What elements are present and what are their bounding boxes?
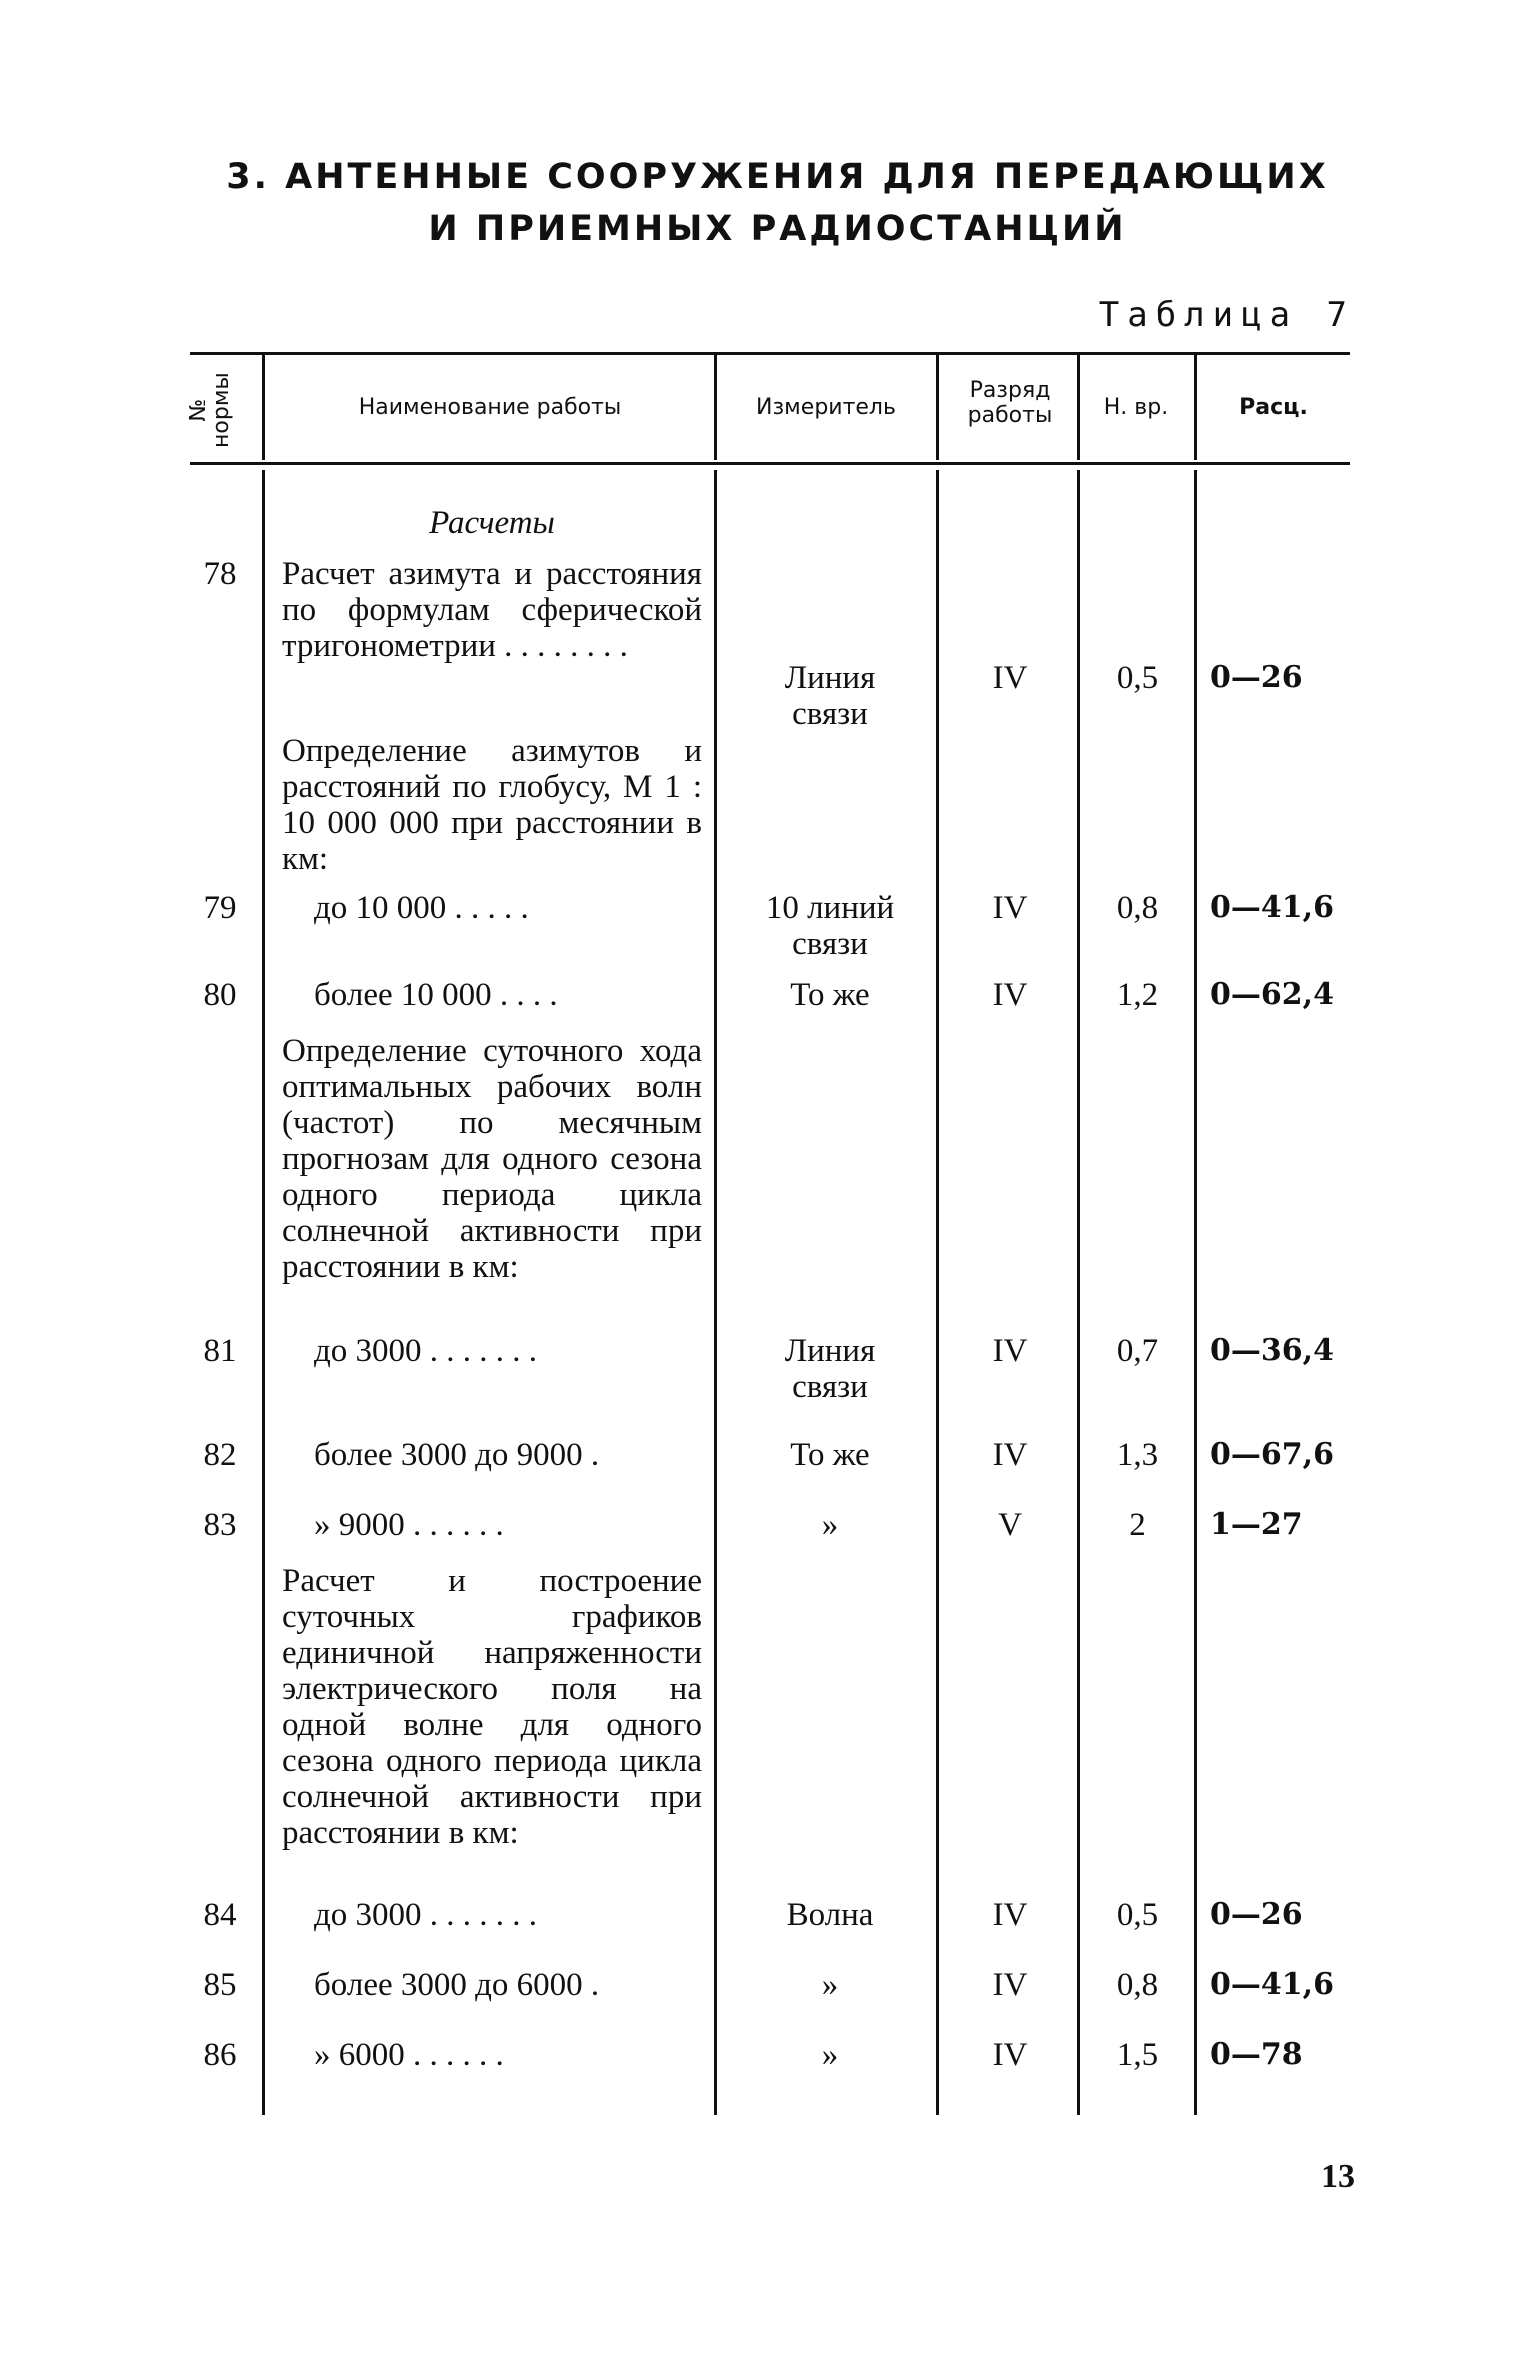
table-label: Таблица 7 — [1098, 295, 1355, 335]
row-time: 0,8 — [1116, 1967, 1159, 2003]
column-divider — [1077, 470, 1080, 2115]
header-divider — [936, 355, 939, 460]
header-rate: Расц. — [1239, 395, 1308, 420]
header-grade: Разряд работы — [967, 378, 1053, 429]
header-divider — [714, 355, 717, 460]
row-time: 1,3 — [1116, 1437, 1159, 1473]
row-grade: IV — [992, 660, 1028, 696]
row-grade: IV — [992, 1333, 1028, 1369]
row-number: 83 — [203, 1507, 237, 1543]
row-grade: IV — [992, 1897, 1028, 1933]
row-rate: 0—41,6 — [1210, 890, 1334, 925]
row-rate: 0—62,4 — [1210, 977, 1334, 1012]
column-divider — [936, 470, 939, 2115]
row-grade: IV — [992, 1437, 1028, 1473]
group-heading: Определение азимутов и расстояний по глобусу, М 1 : 10 000 000 при расстоянии в км: — [282, 733, 702, 877]
row-number: 86 — [203, 2037, 237, 2073]
row-name: более 10 000 . . . . — [314, 977, 558, 1013]
row-grade: IV — [992, 2037, 1028, 2073]
row-time: 0,7 — [1116, 1333, 1159, 1369]
row-time: 0,8 — [1116, 890, 1159, 926]
row-time: 1,2 — [1116, 977, 1159, 1013]
page-number: 13 — [1321, 2158, 1355, 2195]
row-rate: 0—67,6 — [1210, 1437, 1334, 1472]
row-measure: Линия связи — [784, 1333, 876, 1405]
row-measure: Волна — [786, 1897, 874, 1933]
header-time: Н. вр. — [1103, 395, 1169, 420]
row-name: до 3000 . . . . . . . — [314, 1333, 538, 1369]
row-rate: 1—27 — [1210, 1507, 1303, 1542]
header-divider — [262, 355, 265, 460]
column-divider — [1194, 470, 1197, 2115]
row-rate: 0—26 — [1210, 660, 1303, 695]
header-number: № нормы — [185, 372, 234, 448]
row-name: » 9000 . . . . . . — [314, 1507, 504, 1543]
row-name: до 10 000 . . . . . — [314, 890, 529, 926]
row-time: 1,5 — [1116, 2037, 1159, 2073]
row-measure: » — [821, 2037, 839, 2073]
row-rate: 0—26 — [1210, 1897, 1303, 1932]
row-measure: То же — [790, 977, 870, 1013]
row-rate: 0—36,4 — [1210, 1333, 1334, 1368]
row-measure: » — [821, 1967, 839, 2003]
row-grade: IV — [992, 890, 1028, 926]
page-subtitle: И ПРИЕМНЫХ РАДИОСТАНЦИЙ — [428, 209, 1127, 249]
column-divider — [262, 470, 265, 2115]
row-grade: IV — [992, 1967, 1028, 2003]
section-title: Расчеты — [429, 505, 555, 541]
row-number: 80 — [203, 977, 237, 1013]
row-number: 78 — [203, 556, 237, 592]
row-number: 84 — [203, 1897, 237, 1933]
row-rate: 0—41,6 — [1210, 1967, 1334, 2002]
header-name: Наименование работы — [358, 395, 622, 420]
row-name: более 3000 до 9000 . — [314, 1437, 600, 1473]
row-number: 82 — [203, 1437, 237, 1473]
row-number: 81 — [203, 1333, 237, 1369]
column-divider — [714, 470, 717, 2115]
row-name: до 3000 . . . . . . . — [314, 1897, 538, 1933]
group-heading: Определение суточного хода оптимальных рабочих волн (частот) по месячным прогнозам для одного сезона одного периода цикла солнечной активности при расстоянии в км: — [282, 1033, 702, 1285]
row-grade: V — [998, 1507, 1022, 1543]
row-measure: 10 линий связи — [765, 890, 895, 962]
header-measure: Измеритель — [756, 395, 896, 420]
row-measure: То же — [790, 1437, 870, 1473]
group-heading: Расчет и построение суточных графиков единичной напряженности электрического поля на одной волне для одного сезона одного периода цикла солнечной активности при расстоянии в км: — [282, 1563, 702, 1851]
table-top-rule — [190, 352, 1350, 355]
row-name: более 3000 до 6000 . — [314, 1967, 600, 2003]
row-measure: Линия связи — [784, 660, 876, 732]
row-number: 85 — [203, 1967, 237, 2003]
row-time: 0,5 — [1116, 660, 1159, 696]
page-title: 3. АНТЕННЫЕ СООРУЖЕНИЯ ДЛЯ ПЕРЕДАЮЩИХ — [226, 157, 1329, 197]
row-name: Расчет азимута и расстояния по формулам сферической тригонометрии . . . . . . . . — [282, 556, 702, 664]
table-header-rule — [190, 462, 1350, 465]
row-measure: » — [821, 1507, 839, 1543]
row-grade: IV — [992, 977, 1028, 1013]
row-time: 2 — [1129, 1507, 1146, 1543]
row-name: » 6000 . . . . . . — [314, 2037, 504, 2073]
row-number: 79 — [203, 890, 237, 926]
row-time: 0,5 — [1116, 1897, 1159, 1933]
row-rate: 0—78 — [1210, 2037, 1303, 2072]
